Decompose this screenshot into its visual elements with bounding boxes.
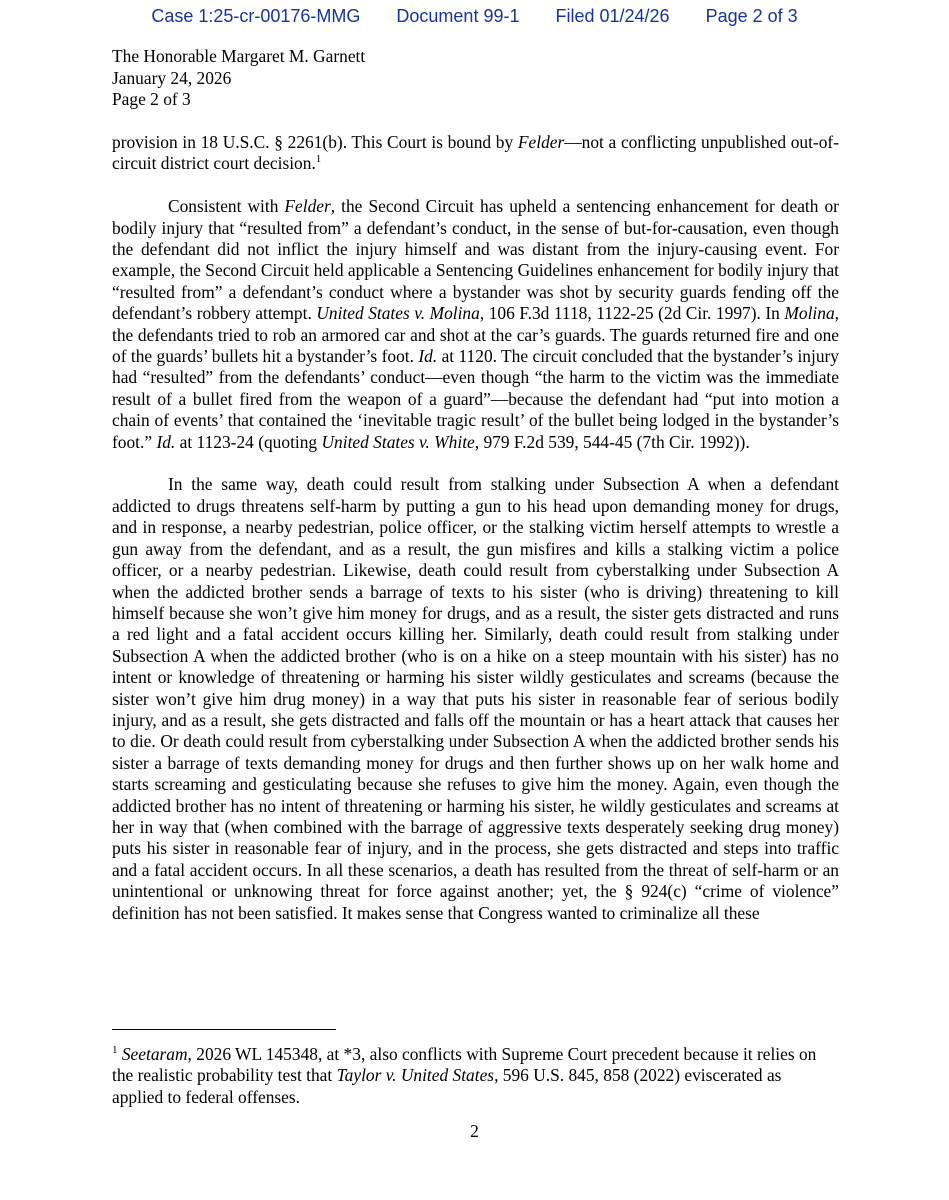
case-citation: Taylor v. United States [336,1065,495,1086]
paragraph-molina: Consistent with Felder, the Second Circuit has upheld a sentencing enhancement for death or bodily injury that “resulted from” a defendant’s conduct, in the sense of but-for-causation, even though the defendant did not inflict the injury himself and was distant from the injury-causing event. For example, the Second Circuit held applicable a Sentencing Guidelines enhancement for bodily injury that “resulted from” a defendant’s conduct where a bystander was shot by security guards fending off the defendant’s robbery attempt. United States v. Molina, 106 F.3d 1118, 1122-25 (2d Cir. 1997). In Molina, the defendants tried to rob an armored car and shot at the car’s guards. The guards returned fire and one of the guards’ bullets hit a bystander’s foot. Id. at 1120. The circuit concluded that the bystander’s injury had “resulted” from the defendants’ conduct—even though “the harm to the victim was the immediate result of a bullet fired from the weapon of a guard”—because the defendant had “put into motion a chain of events’ that contained the ‘inevitable tragic result’ of the bullet being lodged in the bystander’s foot.” Id. at 1123-24 (quoting United States v. White, 979 F.2d 539, 544-45 (7th Cir. 1992)). [112,196,840,452]
letter-page: Page 2 of 3 [112,89,191,109]
footnote-divider [112,1029,336,1030]
footnote-1: $^1$ Seetaram, 2026 WL 145348, at *3, also conflicts with Supreme Court precedent because it relies on the realistic probability test that Taylor v. United States, 596 U.S. 845, 858 (2022) eviscerated as applied to federal offenses. [112,1044,817,1107]
document-number: Document 99-1 [396,6,520,26]
footnote-reference[interactable]: 1 [315,153,322,166]
case-citation: United States v. White [321,431,475,452]
ecf-filing-header [0,6,949,27]
letter-body [112,132,839,945]
case-citation: United States v. Molina [316,303,480,324]
addressee: The Honorable Margaret M. Garnett [112,46,366,66]
filed-date: Filed 01/24/26 [555,6,670,26]
paragraph-continuation: provision in 18 U.S.C. § 2261(b). This Court is bound by Felder—not a conflicting unpublished out-of-circuit district court decision.$^1$ [112,132,839,174]
letterhead [112,46,832,111]
letter-date: January 24, 2026 [112,67,232,88]
page-number: 2 [470,1121,479,1141]
footnote-marker: 1 [112,1044,118,1057]
ecf-page-count: Page 2 of 3 [705,6,798,26]
paragraph-scenarios: In the same way, death could result from stalking under Subsection A when a defendant addicted to drugs threatens self-harm by putting a gun to his head upon demanding money for drugs, and in response, a nearby pedestrian, police officer, or the stalking victim herself attempts to wrestle a gun away from the defendant, and as a result, the gun misfires and kills a stalking victim a police officer, or a nearby pedestrian. Likewise, death could result from cyberstalking under Subsection A when the addicted brother sends a barrage of texts to his sister (who is driving) threatening to kill himself because she won’t give him money for drugs, and as a result, the sister gets distracted and runs a red light and a fatal accident occurs killing her. Similarly, death could result from stalking under Subsection A when the addicted brother (who is on a hike on a steep mountain with his sister) has no intent or knowledge of threatening or harming his sister wildly gesticulates and screams (because the sister won’t give him drug money) in a way that puts his sister in reasonable fear of serious bodily injury, and as a result, she gets distracted and falls off the mountain or has a heart attack that causes her to die. Or death could result from cyberstalking under Subsection A when the addicted brother sends his sister a barrage of texts demanding money for drugs and then further shows up on her walk home and starts screaming and gesticulating because she refuses to give him the money. Again, even though the addicted brother has no intent of threatening or harming his sister, he wildly gesticulates and screams at her in way that (when combined with the barrage of aggressive texts desperately seeking drug money) puts his sister in reasonable fear of injury, and in the process, she gets distracted and steps into traffic and a fatal accident occurs. In all these scenarios, a death has resulted from the threat of self-harm or an unintentional or unknowing threat for force against another; yet, the § 924(c) “crime of violence” definition has not been satisfied. It makes sense that Congress wanted to criminalize all these [112,474,839,923]
case-number: Case 1:25-cr-00176-MMG [151,6,361,26]
